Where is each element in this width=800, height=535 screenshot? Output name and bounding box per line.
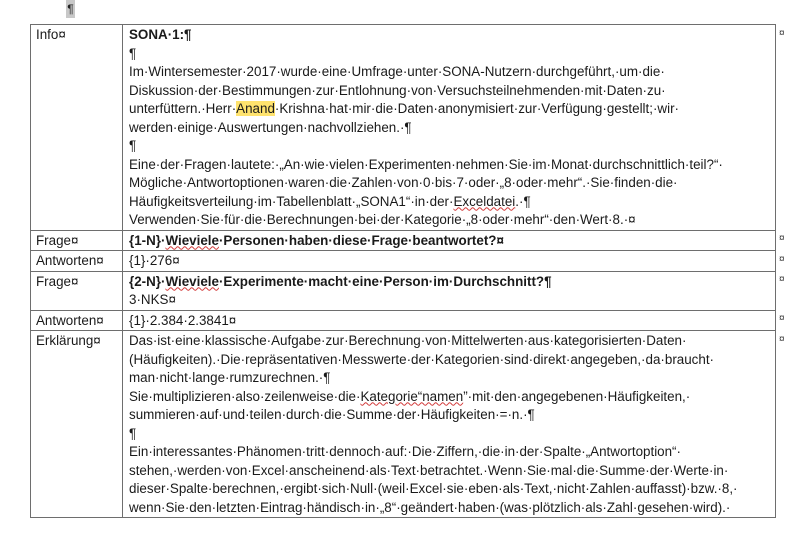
text-segment: SONA·1:¶ [129, 27, 192, 42]
text-segment: unterfüttern.·Herr· [129, 101, 237, 116]
text-segment: Verwenden·Sie·für·die·Berechnungen·bei·der·Kategorie·„8·oder·mehr“·den·Wert·8.·¤ [129, 212, 636, 227]
text-segment: ·Personen·haben·diese·Frage·beantwortet?¤ [218, 232, 504, 248]
text-line [129, 252, 771, 271]
text-line [129, 312, 771, 331]
text-segment: {2-N}· [129, 273, 166, 289]
text-segment: Häufigkeitsverteilung·im·Tabellenblatt·„SONA1“·in·der· [129, 193, 454, 209]
text-line [129, 156, 771, 175]
text-line [129, 211, 771, 230]
spellcheck-word: Wieviele [165, 273, 219, 289]
row-label[interactable]: Erklärung¤ [31, 331, 123, 518]
text-line [129, 100, 771, 119]
table-row [31, 25, 776, 231]
highlighted-text: Anand [236, 101, 275, 116]
text-line [129, 45, 771, 64]
text-segment: Sie·multiplizieren·also·zeilenweise·die· [129, 388, 361, 404]
row-label[interactable]: Info¤ [31, 25, 123, 231]
table-row [31, 310, 776, 331]
text-segment: man·nicht·lange·rumzurechnen.·¶ [129, 370, 331, 385]
text-line [129, 406, 771, 425]
text-line [129, 232, 771, 251]
text-segment: wenn·Sie·den·letzten·Eintrag·händisch·in·„8“·geändert·haben·(was·plötzlich·als·Zahl·gesehen·wird).· [129, 499, 731, 515]
text-segment: Diskussion·der·Bestimmungen·zur·Entlohnung·von·Versuchsteilnehmenden·mit·Daten·zu· [129, 82, 666, 98]
text-segment: Im·Wintersemester·2017·wurde·eine·Umfrage·unter·SONA-Nutzern·durchgeführt,·um·die· [129, 64, 665, 79]
text-segment: ¶ [129, 138, 137, 153]
table-row [31, 251, 776, 272]
text-line [129, 291, 771, 310]
document-table [30, 24, 776, 518]
text-segment: 3·NKS¤ [129, 292, 176, 307]
spellcheck-word: Wieviele [165, 232, 219, 248]
row-label[interactable]: Frage¤ [31, 230, 123, 251]
text-line [129, 443, 771, 462]
row-end-marker: ¤ [779, 253, 785, 265]
text-segment: Eine·der·Fragen·lautete:·„An·wie·vielen·Experimenten·nehmen·Sie·im·Monat·durchschnittlich·teil?“· [129, 156, 723, 172]
text-segment: ·Krishna·hat·mir·die·Daten·anonymisiert·zur·Verfügung·gestellt;·wir· [274, 101, 679, 116]
text-segment: werden·einige·Auswertungen·nachvollziehen.·¶ [129, 119, 412, 135]
text-segment: ·Experimente·macht·eine·Person·im·Durchschnitt?¶ [218, 273, 552, 289]
row-label[interactable]: Frage¤ [31, 271, 123, 310]
text-segment: ¶ [129, 425, 137, 441]
row-content[interactable] [123, 230, 776, 251]
text-line [129, 425, 771, 444]
text-segment: summieren·auf·und·teilen·durch·die·Summe·der·Häufigkeiten·=·n.·¶ [129, 407, 535, 422]
row-label[interactable]: Antworten¤ [31, 251, 123, 272]
text-segment: Mögliche·Antwortoptionen·waren·die·Zahlen·von·0·bis·7·oder·„8·oder·mehr“.·Sie·finden·die· [129, 175, 678, 190]
row-end-marker: ¤ [779, 274, 785, 285]
text-segment: .·¶ [515, 193, 531, 209]
row-label[interactable]: Antworten¤ [31, 310, 123, 331]
text-segment: Ein·interessantes·Phänomen·tritt·dennoch·auf:·Die·Ziffern,·die·in·der·Spalte·„Antwortoption“· [129, 444, 681, 459]
text-segment: {1-N}· [129, 232, 166, 248]
table-row [31, 331, 776, 518]
text-segment: ¶ [129, 45, 137, 61]
row-content[interactable] [123, 251, 776, 272]
text-line [129, 499, 771, 518]
row-content[interactable] [123, 271, 776, 310]
table-row [31, 271, 776, 310]
row-end-marker: ¤ [779, 233, 785, 244]
text-line [129, 273, 771, 292]
text-segment: dieser·Spalte·berechnen,·ergibt·sich·Null·(weil·Excel·sie·eben·als·Text,·nicht·Zahlen·auffasst)·bzw.·8,· [129, 481, 738, 496]
text-line [129, 332, 771, 351]
text-segment: stehen,·werden·von·Excel·anscheinend·als·Text·betrachtet.·Wenn·Sie·mal·die·Summe·der·Werte·in· [129, 462, 729, 478]
table-row [31, 230, 776, 251]
spellcheck-word: Exceldatei [453, 193, 516, 209]
text-segment: ”·mit·den·angegebenen·Häufigkeiten,· [463, 388, 691, 404]
row-end-marker: ¤ [779, 313, 785, 324]
text-line [129, 351, 771, 370]
row-content[interactable] [123, 310, 776, 331]
text-line [129, 388, 771, 407]
row-end-marker: ¤ [779, 27, 785, 39]
row-end-marker: ¤ [779, 333, 785, 345]
text-line [129, 480, 771, 499]
text-line [129, 462, 771, 481]
text-line [129, 119, 771, 138]
text-segment: {1}·2.384·2.3841¤ [129, 312, 237, 328]
row-content[interactable] [123, 25, 776, 231]
text-line [129, 193, 771, 212]
row-content[interactable] [123, 331, 776, 518]
text-segment: {1}·276¤ [129, 253, 180, 268]
paragraph-mark: ¶ [67, 2, 74, 16]
text-segment: Das·ist·eine·klassische·Aufgabe·zur·Berechnung·von·Mittelwerten·aus·kategorisierten·Daten· [129, 333, 687, 348]
text-line [129, 26, 771, 45]
spellcheck-word: Kategorie“namen [360, 388, 464, 404]
text-line [129, 174, 771, 193]
text-line [129, 137, 771, 156]
text-line [129, 369, 771, 388]
text-line [129, 63, 771, 82]
text-segment: (Häufigkeiten).·Die·repräsentativen·Messwerte·der·Kategorien·sind·direkt·angegeben,·da·braucht· [129, 351, 714, 367]
text-line [129, 82, 771, 101]
